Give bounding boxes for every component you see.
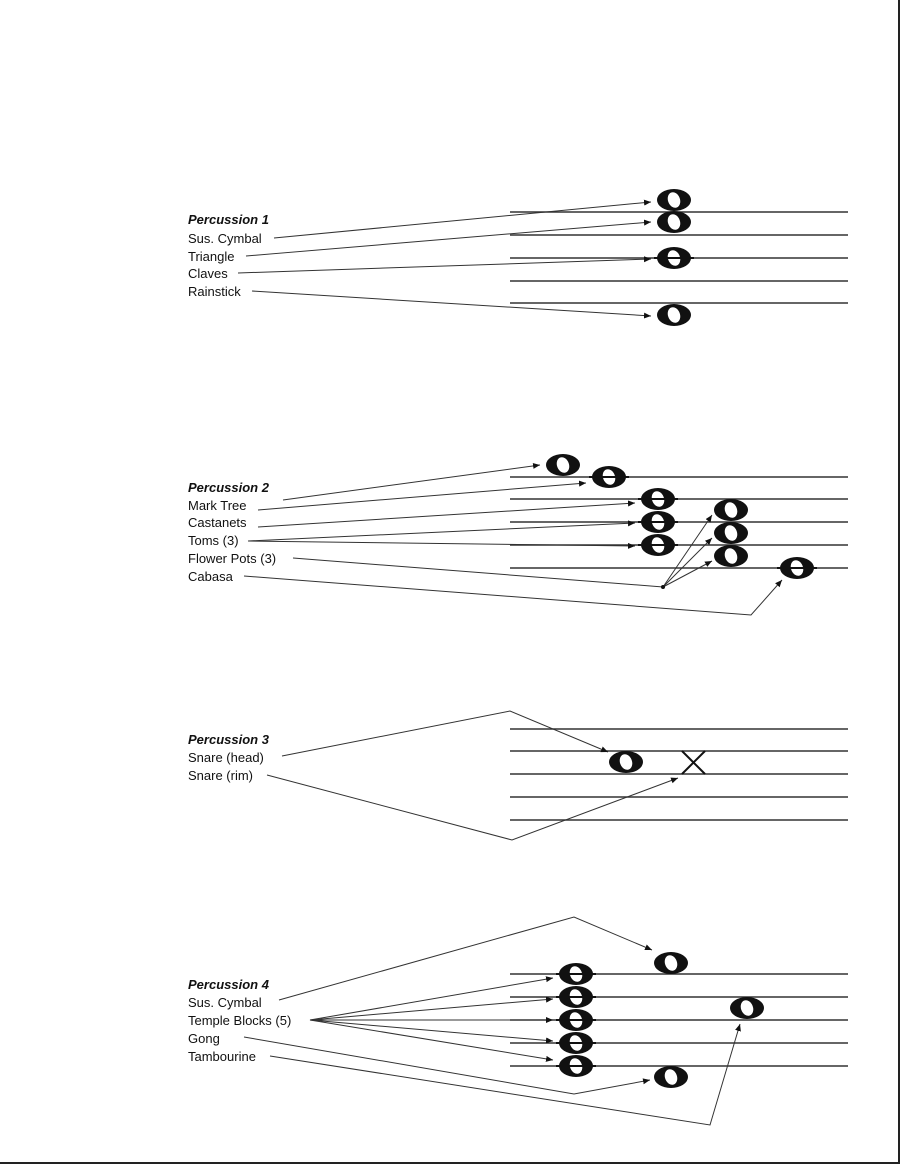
pointer-arrow bbox=[274, 202, 651, 238]
junction-dot bbox=[661, 585, 665, 589]
note bbox=[714, 545, 748, 567]
note bbox=[638, 511, 678, 533]
section-percussion-4 bbox=[188, 917, 848, 1125]
pointer-arrow bbox=[310, 1020, 553, 1060]
note bbox=[546, 454, 580, 476]
pointer-arrow bbox=[663, 561, 712, 587]
instrument-label: Castanets bbox=[188, 515, 247, 530]
note bbox=[556, 963, 596, 985]
instrument-label: Rainstick bbox=[188, 284, 241, 299]
pointer-arrow bbox=[248, 541, 635, 546]
instrument-label: Tambourine bbox=[188, 1049, 256, 1064]
section-title: Percussion 4 bbox=[188, 977, 269, 992]
pointers bbox=[244, 917, 740, 1125]
pointer-arrow bbox=[244, 576, 782, 615]
section-percussion-1 bbox=[188, 189, 848, 326]
pointer-arrow bbox=[279, 917, 652, 1000]
note bbox=[654, 1066, 688, 1088]
note bbox=[556, 1032, 596, 1054]
section-title: Percussion 3 bbox=[188, 732, 269, 747]
instrument-label: Temple Blocks (5) bbox=[188, 1013, 292, 1028]
note bbox=[714, 522, 748, 544]
pointer-arrow bbox=[282, 711, 608, 756]
pointer-arrow bbox=[238, 259, 651, 273]
pointer-arrow bbox=[310, 978, 553, 1020]
pointers bbox=[238, 202, 651, 316]
pointer-arrow bbox=[248, 523, 635, 541]
note bbox=[556, 1009, 596, 1031]
instrument-label: Mark Tree bbox=[188, 498, 247, 513]
pointer-arrow bbox=[246, 222, 651, 256]
section-percussion-3 bbox=[188, 711, 848, 840]
instrument-label: Snare (rim) bbox=[188, 768, 254, 783]
note bbox=[730, 997, 764, 1019]
note bbox=[654, 952, 688, 974]
x-notehead bbox=[682, 751, 705, 774]
instrument-label: Gong bbox=[188, 1031, 220, 1046]
pointer-arrow bbox=[310, 999, 553, 1020]
instrument-label: Flower Pots (3) bbox=[188, 551, 277, 566]
staff-3 bbox=[510, 729, 848, 820]
pointer-arrow bbox=[258, 503, 635, 527]
instrument-label: Toms (3) bbox=[188, 533, 239, 548]
note bbox=[654, 247, 694, 269]
section-title: Percussion 1 bbox=[188, 212, 269, 227]
note bbox=[777, 557, 817, 579]
pointer-arrow bbox=[310, 1020, 553, 1041]
note bbox=[714, 499, 748, 521]
staff-2 bbox=[510, 477, 848, 568]
note bbox=[657, 189, 691, 211]
instrument-label: Triangle bbox=[188, 249, 235, 264]
instrument-label: Snare (head) bbox=[188, 750, 264, 765]
note bbox=[589, 466, 629, 488]
pointer-arrow bbox=[267, 775, 678, 840]
pointers bbox=[244, 465, 782, 615]
instrument-label: Sus. Cymbal bbox=[188, 231, 262, 246]
section-title: Percussion 2 bbox=[188, 480, 269, 495]
pointer-arrow bbox=[283, 465, 540, 500]
instrument-label: Sus. Cymbal bbox=[188, 995, 262, 1010]
note bbox=[638, 534, 678, 556]
section-percussion-2 bbox=[188, 454, 848, 615]
instrument-label: Claves bbox=[188, 266, 228, 281]
note bbox=[638, 488, 678, 510]
note bbox=[657, 211, 691, 233]
note bbox=[556, 986, 596, 1008]
notes bbox=[609, 751, 705, 774]
note bbox=[609, 751, 643, 773]
note bbox=[556, 1055, 596, 1077]
instrument-label: Cabasa bbox=[188, 569, 233, 584]
notes bbox=[654, 189, 694, 326]
note bbox=[657, 304, 691, 326]
